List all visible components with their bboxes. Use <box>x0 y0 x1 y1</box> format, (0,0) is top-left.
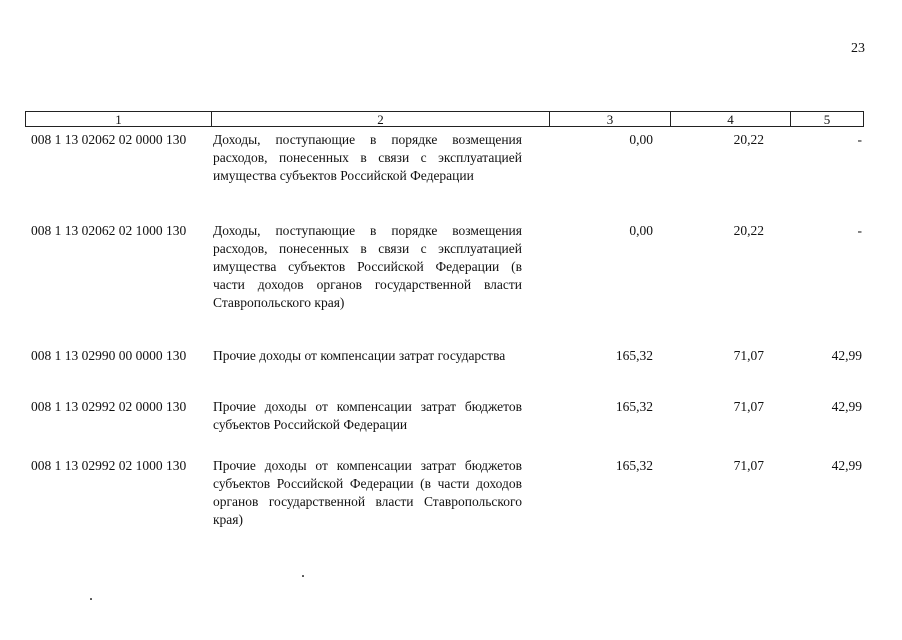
row-col4-value: 71,07 <box>733 348 764 363</box>
row-col4-value: 71,07 <box>733 399 764 414</box>
header-col-2: 2 <box>212 112 550 126</box>
row-col5-value: - <box>857 223 862 238</box>
row-code: 008 1 13 02062 02 0000 130 <box>31 132 187 147</box>
row-description: Доходы, поступающие в порядке возмещения расходов, понесенных в связи с эксплуатацией имущества субъектов Российской Федерации <box>213 132 522 183</box>
scan-speck <box>302 575 304 577</box>
scan-speck <box>90 598 92 600</box>
row-description: Прочие доходы от компенсации затрат бюджетов субъектов Российской Федерации <box>213 399 522 432</box>
row-description: Прочие доходы от компенсации затрат государства <box>213 348 506 363</box>
page-number: 23 <box>851 41 865 56</box>
row-code: 008 1 13 02990 00 0000 130 <box>31 348 187 363</box>
row-col3-value: 165,32 <box>615 399 653 414</box>
row-description: Прочие доходы от компенсации затрат бюджетов субъектов Российской Федерации (в части доходов органов государственной власти Ставропольского края) <box>213 458 522 527</box>
row-code: 008 1 13 02992 02 0000 130 <box>31 399 187 414</box>
row-code: 008 1 13 02992 02 1000 130 <box>31 458 187 473</box>
row-col5-value: - <box>857 132 862 147</box>
row-col3-value: 165,32 <box>615 348 653 363</box>
header-col-1: 1 <box>26 112 212 126</box>
row-col4-value: 20,22 <box>733 132 764 147</box>
row-col3-value: 0,00 <box>629 132 653 147</box>
header-col-5: 5 <box>823 112 831 127</box>
row-description: Доходы, поступающие в порядке возмещения расходов, понесенных в связи с эксплуатацией имущества субъектов Российской Федерации (в части доходов органов государственной власти Ставропольского края) <box>213 223 522 310</box>
row-col5-value: 42,99 <box>831 348 862 363</box>
row-code: 008 1 13 02062 02 1000 130 <box>31 223 187 238</box>
row-col5-value: 42,99 <box>831 399 862 414</box>
row-col4-value: 71,07 <box>733 458 764 473</box>
row-col4-value: 20,22 <box>733 223 764 238</box>
row-col3-value: 0,00 <box>629 223 653 238</box>
row-col5-value: 42,99 <box>831 458 862 473</box>
header-col-4: 4 <box>671 112 791 126</box>
row-col3-value: 165,32 <box>615 458 653 473</box>
header-col-3: 3 <box>550 112 671 126</box>
table-header <box>25 111 864 127</box>
